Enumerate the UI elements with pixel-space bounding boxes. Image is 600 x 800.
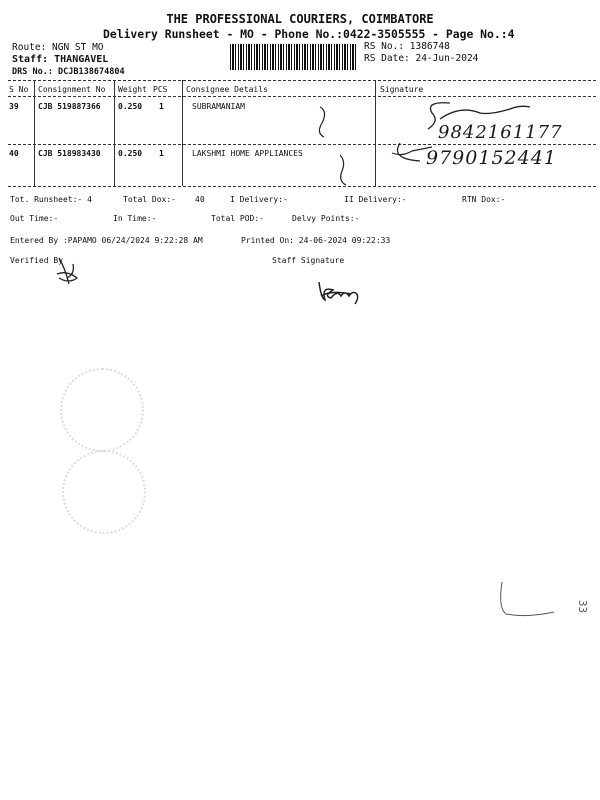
table-row-consignment: CJB 519887366 (38, 102, 101, 111)
rtn-dox: RTN Dox:- (462, 195, 506, 204)
out-time: Out Time:- (10, 214, 59, 223)
delvy-points: Delvy Points:- (292, 214, 360, 223)
table-row-pcs: 1 (159, 149, 164, 158)
table-row-weight: 0.250 (118, 102, 143, 111)
col-header-signature: Signature (380, 85, 424, 94)
staff-signature (315, 276, 375, 306)
ii-delivery: II Delivery:- (344, 195, 407, 204)
route-label: Route: NGN ST MO (12, 42, 104, 53)
printed-on: Printed On: 24-06-2024 09:22:33 (241, 236, 391, 245)
i-delivery: I Delivery:- (230, 195, 288, 204)
recipient-signature (300, 95, 580, 185)
table-top-rule (8, 80, 596, 81)
in-time: In Time:- (113, 214, 157, 223)
total-runsheet: Tot. Runsheet:- 4 (10, 195, 92, 204)
barcode (230, 44, 358, 70)
column-divider (34, 80, 35, 186)
staff-label: Staff: THANGAVEL (12, 54, 109, 65)
rs-date: RS Date: 24-Jun-2024 (364, 53, 479, 64)
total-pod: Total POD:- (211, 214, 264, 223)
table-row-sno: 40 (9, 149, 19, 158)
table-bottom-rule (8, 186, 596, 187)
table-row-sno: 39 (9, 102, 19, 111)
stamp-faint (60, 368, 144, 452)
handwritten-phone: 9842161177 (438, 122, 563, 143)
company-title: THE PROFESSIONAL COURIERS, COIMBATORE (166, 12, 434, 26)
col-header-consignee: Consignee Details (186, 85, 268, 94)
table-row-consignee: SUBRAMANIAM (192, 102, 245, 111)
col-header-pcs: PCS (153, 85, 168, 94)
table-row-consignment: CJB 518983430 (38, 149, 101, 158)
stamp-faint (62, 450, 146, 534)
handwritten-phone: 9790152441 (426, 147, 557, 169)
column-divider (182, 80, 183, 186)
margin-note: 33 (576, 599, 590, 614)
runsheet-subtitle: Delivery Runsheet - MO - Phone No.:0422-3505555 - Page No.:4 (103, 27, 515, 41)
col-header-sno: S No (9, 85, 29, 94)
column-divider (114, 80, 115, 186)
table-row-weight: 0.250 (118, 149, 143, 158)
entered-by: Entered By :PAPAMO 06/24/2024 9:22:28 AM (10, 236, 203, 245)
col-header-weight: Weight (118, 85, 147, 94)
total-dox-label: Total Dox:- (123, 195, 176, 204)
drs-number: DRS No.: DCJB138674804 (12, 67, 125, 77)
col-header-consignment: Consignment No (38, 85, 106, 94)
margin-bracket-mark (498, 580, 558, 620)
table-row-consignee: LAKSHMI HOME APPLIANCES (192, 149, 303, 158)
table-row-pcs: 1 (159, 102, 164, 111)
rs-number: RS No.: 1386748 (364, 41, 450, 52)
verifier-signature (55, 254, 95, 290)
total-dox-value: 40 (195, 195, 205, 204)
verified-by-label: Verified By (10, 256, 63, 265)
staff-signature-label: Staff Signature (272, 256, 345, 265)
